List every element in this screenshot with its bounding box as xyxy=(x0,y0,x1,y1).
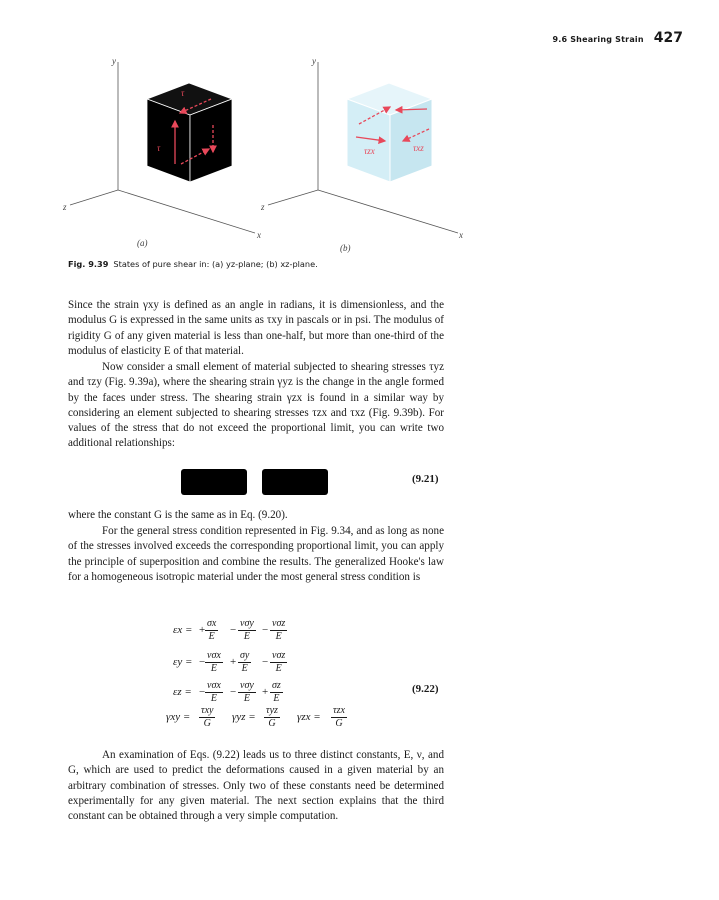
tau-xz-label: τxz xyxy=(413,143,424,153)
equation-operator: + xyxy=(262,686,269,698)
normal-strain-lhs: εz = xyxy=(173,686,192,698)
fraction-denominator: E xyxy=(275,631,282,642)
axis-z-a: z xyxy=(63,202,67,212)
axis-z-b: z xyxy=(261,202,265,212)
normal-strain-lhs: εy = xyxy=(173,656,193,668)
axis-x-a: x xyxy=(257,230,261,240)
normal-strain-lhs: εx = xyxy=(173,624,193,636)
paragraph-generalized-hooke: For the general stress condition represented in Fig. 9.34, and as long as none of the stresses involved exceeds the corresponding proportional limit, you can apply the principle of superposition and combine the results. The generalized Hooke's law for a homogeneous isotropic material under the most general stress condition is xyxy=(68,525,444,583)
fraction-numerator: νσx xyxy=(207,650,221,661)
fraction-denominator: E xyxy=(275,663,282,674)
stress-fraction xyxy=(205,618,218,643)
equation-operator: + xyxy=(230,656,237,668)
fraction-denominator: G xyxy=(268,718,276,729)
shear-fraction xyxy=(331,705,347,730)
figure-9-39 xyxy=(0,0,719,260)
fraction-denominator: E xyxy=(273,693,280,704)
tau-zx-label: τzx xyxy=(364,146,375,156)
axis-x-b: x xyxy=(459,230,463,240)
stress-fraction xyxy=(238,618,256,643)
fraction-denominator: E xyxy=(241,663,248,674)
fraction-numerator: σy xyxy=(240,650,250,661)
stress-fraction xyxy=(205,680,223,705)
fraction-numerator: νσy xyxy=(240,680,254,691)
caption-text: States of pure shear in: (a) yz-plane; (b) xz-plane. xyxy=(113,259,318,269)
equation-operator: − xyxy=(262,656,269,668)
shear-fraction xyxy=(264,705,280,730)
equation-9-22-number: (9.22) xyxy=(412,683,439,695)
paragraph-constant-g: where the constant G is the same as in Eq. (9.20). xyxy=(68,509,288,521)
fraction-numerator: σx xyxy=(207,618,217,629)
tau-label-a2: τ xyxy=(157,143,161,153)
fraction-numerator: νσy xyxy=(240,618,254,629)
stress-fraction xyxy=(238,680,256,705)
shear-strain-lhs: γyz = xyxy=(232,711,256,723)
page-number: 427 xyxy=(653,30,683,46)
equation-operator: + xyxy=(199,624,206,636)
stress-fraction xyxy=(270,680,283,705)
fraction-numerator: νσx xyxy=(207,680,221,691)
cube-a xyxy=(147,83,232,182)
stress-fraction xyxy=(238,650,251,675)
fraction-denominator: E xyxy=(210,693,217,704)
equation-operator: − xyxy=(230,686,237,698)
equation-9-21-part2-redacted xyxy=(262,469,328,495)
paragraph-three-constants: An examination of Eqs. (9.22) leads us to three distinct constants, E, ν, and G, which are used to predict the deformations caused in a given material by an arbitrary combination of stresses. Only two of these constants need be determined experimentally for any given material. The next section explains that the third constant can be obtained through a very simple computation. xyxy=(68,749,444,823)
fraction-numerator: νσz xyxy=(272,650,286,661)
equation-operator: − xyxy=(199,656,206,668)
shear-strain-lhs: γxy = xyxy=(166,711,191,723)
fraction-numerator: τxy xyxy=(201,705,214,716)
shear-strain-lhs: γzx = xyxy=(297,711,321,723)
section-title: 9.6 Shearing Strain xyxy=(552,35,644,44)
subfig-b-label: (b) xyxy=(340,243,351,253)
axis-y-a: y xyxy=(112,56,116,66)
paragraph-strain-definition: Since the strain γxy is defined as an angle in radians, it is dimensionless, and the modulus G is expressed in the same units as τxy in pascals or in psi. The modulus of rigidity G of any given material is less than one-half, but more than one-third of the modulus of elasticity E of that material. xyxy=(68,299,444,357)
stress-fraction xyxy=(270,650,287,675)
fraction-numerator: τyz xyxy=(266,705,278,716)
tau-label-a1: τ xyxy=(181,88,185,98)
subfig-a-label: (a) xyxy=(137,238,148,248)
stress-fraction xyxy=(205,650,223,675)
fraction-denominator: E xyxy=(243,631,250,642)
fraction-denominator: E xyxy=(210,663,217,674)
cube-b xyxy=(347,83,432,182)
fraction-denominator: G xyxy=(335,718,343,729)
fraction-denominator: E xyxy=(208,631,215,642)
shear-fraction xyxy=(199,705,215,730)
fraction-denominator: G xyxy=(203,718,211,729)
caption-label: Fig. 9.39 xyxy=(68,259,109,269)
equation-operator: − xyxy=(199,686,206,698)
axis-y-b: y xyxy=(312,56,316,66)
paragraph-shearing-stresses: Now consider a small element of material subjected to shearing stresses τyz and τzy (Fig. 9.39a), where the shearing strain γyz is the change in the angle formed by the faces under stress. The shearing strain γzx is found in a similar way by considering an element subjected to shearing stresses τzx and τxz (Fig. 9.39b). For values of the stress that do not exceed the proportional limit, you can write two additional relationships: xyxy=(68,361,444,450)
equation-9-21-number: (9.21) xyxy=(412,473,439,485)
figure-caption xyxy=(68,259,318,269)
fraction-numerator: τzx xyxy=(333,705,345,716)
fraction-denominator: E xyxy=(243,693,250,704)
equation-9-21-part1-redacted xyxy=(181,469,247,495)
fraction-numerator: νσz xyxy=(272,618,286,629)
fraction-numerator: σz xyxy=(272,680,281,691)
stress-fraction xyxy=(270,618,287,643)
equation-operator: − xyxy=(230,624,237,636)
equation-operator: − xyxy=(262,624,269,636)
